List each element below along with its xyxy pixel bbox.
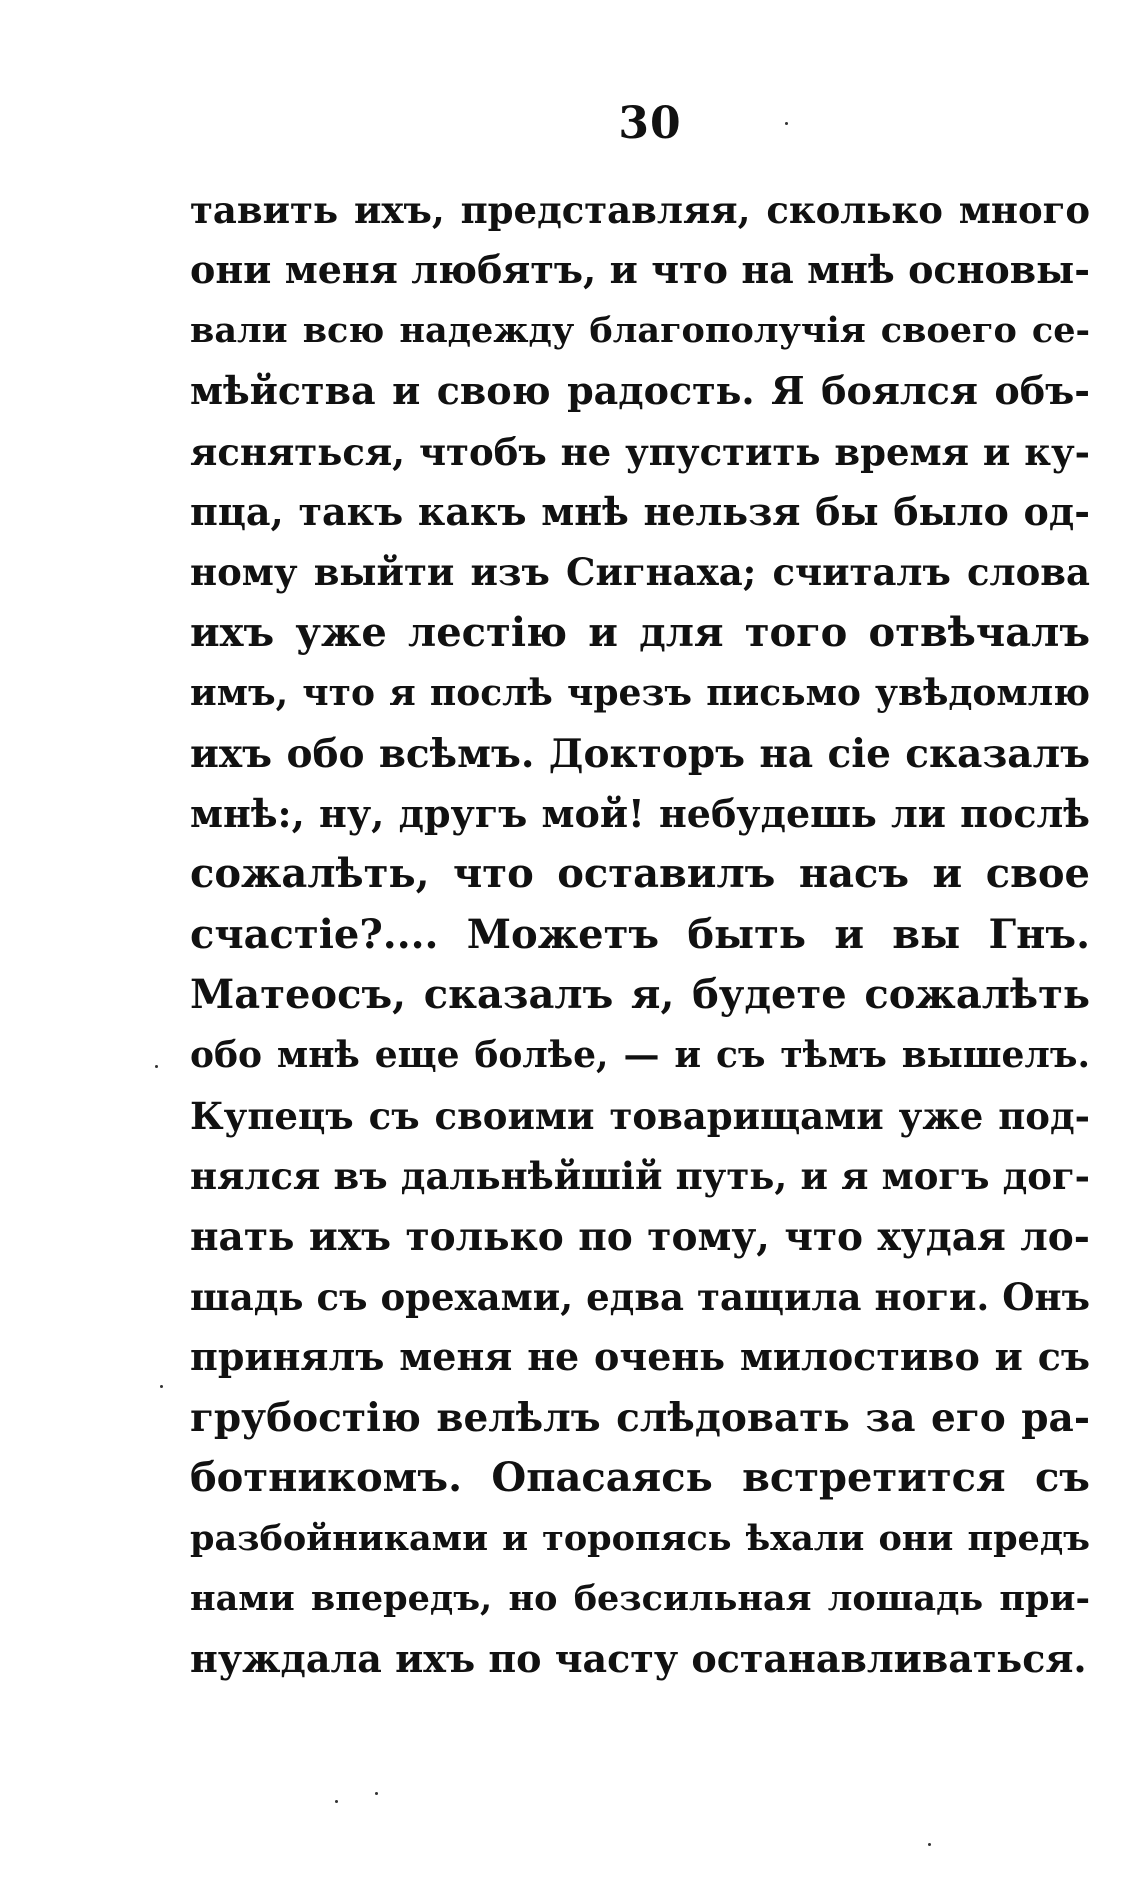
print-speck: [335, 1800, 338, 1803]
print-speck: [928, 1843, 931, 1846]
text-line: шадь съ орехами, едва тащила ноги. Онъ: [190, 1275, 1090, 1320]
text-line: ихъ обо всѣмъ. Докторъ на сіе сказалъ: [190, 730, 1090, 777]
text-line: пца, такъ какъ мнѣ нельзя бы было од-: [190, 488, 1090, 534]
text-line: нами впередъ, но безсильная лошадь при-: [190, 1577, 1090, 1619]
text-line: обо мнѣ еще болѣе, — и съ тѣмъ вышелъ.: [190, 1034, 1090, 1077]
text-line: Матеосъ, сказалъ я, будете сожалѣть: [190, 971, 1090, 1019]
text-line: ботникомъ. Опасаясь встретится съ: [190, 1454, 1090, 1502]
print-speck: [155, 1065, 158, 1068]
print-speck: [785, 122, 788, 125]
text-line: сожалѣть, что оставилъ насъ и свое: [190, 850, 1090, 898]
text-line: ихъ уже лестію и для того отвѣчалъ: [190, 608, 1090, 656]
text-line: нать ихъ только по тому, что худая ло-: [190, 1213, 1090, 1260]
text-line: мѣйства и свою радость. Я боялся объ-: [190, 368, 1090, 414]
text-line: разбойниками и торопясь ѣхали они предъ: [190, 1517, 1090, 1559]
text-line: Купецъ съ своими товарищами уже под-: [190, 1093, 1090, 1138]
text-line: нуждала ихъ по часту останавливаться.: [190, 1636, 1087, 1682]
text-line: ясняться, чтобъ не упустить время и ку-: [190, 429, 1090, 474]
text-line: тавить ихъ, представляя, сколько много: [190, 188, 1090, 232]
body-text: [190, 180, 1090, 1690]
text-line: имъ, что я послѣ чрезъ письмо увѣдомлю: [190, 672, 1090, 715]
text-line: вали всю надежду благополучія своего се-: [190, 309, 1090, 351]
page-number: 30: [618, 98, 682, 149]
text-line: они меня любятъ, и что на мнѣ основы-: [190, 247, 1090, 293]
text-line: грубостію велѣлъ слѣдовать за его ра-: [190, 1394, 1090, 1441]
text-line: счастіе?.... Можетъ быть и вы Гнъ.: [190, 910, 1090, 958]
text-line: ному выйти изъ Сигнаха; считалъ слова: [190, 550, 1090, 595]
text-line: мнѣ:, ну, другъ мой! небудешь ли послѣ: [190, 790, 1090, 836]
print-speck: [375, 1792, 378, 1795]
text-line: принялъ меня не очень милостиво и съ: [190, 1334, 1090, 1380]
print-speck: [160, 1385, 163, 1388]
text-line: нялся въ дальнѣйшій путь, и я могъ дог-: [190, 1154, 1090, 1199]
